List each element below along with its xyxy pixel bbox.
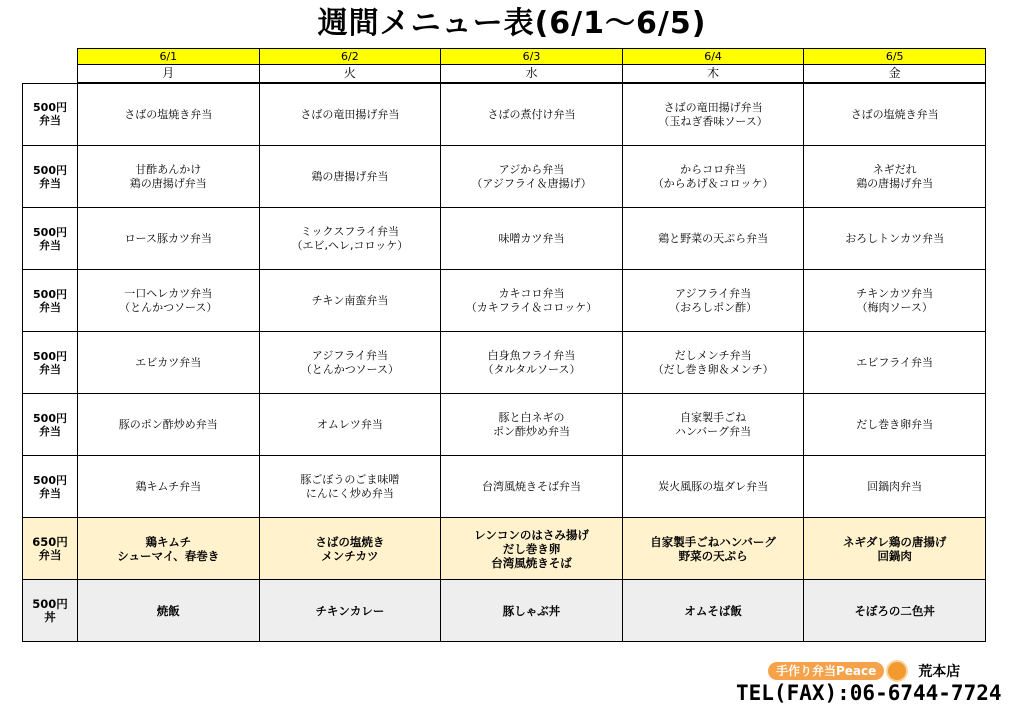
menu-item-text: メンチカツ	[321, 548, 379, 563]
price-cell	[23, 146, 78, 208]
menu-cell	[259, 456, 441, 518]
menu-row	[23, 456, 986, 518]
menu-cell	[259, 518, 441, 580]
date-header: 6/2	[259, 49, 441, 65]
menu-item-text: 炭火風豚の塩ダレ弁当	[658, 479, 769, 493]
menu-item-text: ミックスフライ弁当	[300, 224, 400, 238]
menu-cell	[78, 208, 260, 270]
menu-cell	[441, 518, 623, 580]
menu-cell	[441, 456, 623, 518]
menu-table	[22, 48, 986, 642]
menu-row	[23, 83, 986, 146]
menu-item-text: おろしトンカツ弁当	[845, 231, 945, 245]
price-cell	[23, 456, 78, 518]
menu-item-text: エビカツ弁当	[135, 355, 202, 369]
menu-cell	[441, 208, 623, 270]
menu-cell	[622, 580, 804, 642]
price-cell	[23, 208, 78, 270]
weekday-header: 金	[804, 65, 986, 84]
menu-item-text: さばの塩焼き弁当	[124, 107, 213, 121]
menu-item-text: （カキフライ＆コロッケ）	[465, 300, 598, 314]
menu-item-text: 鶏の唐揚げ弁当	[129, 176, 207, 190]
price-label: 500円	[33, 349, 67, 363]
menu-row	[23, 208, 986, 270]
menu-item-text: 焼飯	[156, 603, 180, 618]
menu-cell	[259, 580, 441, 642]
menu-item-text: （だし巻き卵＆メンチ）	[652, 362, 774, 376]
menu-cell	[622, 456, 804, 518]
menu-item-text: だしメンチ弁当	[674, 348, 752, 362]
menu-item-text: カキコロ弁当	[498, 286, 565, 300]
menu-item-text: にんにく炒め弁当	[305, 486, 394, 500]
menu-cell	[804, 456, 986, 518]
menu-cell	[441, 146, 623, 208]
menu-item-text: オムそば飯	[684, 603, 742, 618]
menu-item-text: 自家製手ごねハンバーグ	[650, 534, 776, 549]
menu-item-text: 豚のポン酢炒め弁当	[118, 417, 218, 431]
weekday-header: 木	[622, 65, 804, 84]
menu-cell	[804, 394, 986, 456]
menu-item-text: ハンバーグ弁当	[674, 424, 752, 438]
price-label: 弁当	[39, 424, 61, 438]
menu-item-text: さばの竜田揚げ弁当	[300, 107, 400, 121]
menu-cell	[441, 332, 623, 394]
menu-row	[23, 394, 986, 456]
corner-cell	[23, 49, 78, 65]
menu-item-text: ネギだれ	[872, 162, 917, 176]
menu-row	[23, 270, 986, 332]
price-cell	[23, 518, 78, 580]
menu-item-text: 鶏と野菜の天ぷら弁当	[658, 231, 769, 245]
price-label: 500円	[32, 596, 68, 611]
menu-cell	[804, 146, 986, 208]
price-label: 500円	[33, 473, 67, 487]
weekday-row	[23, 65, 986, 84]
price-cell	[23, 580, 78, 642]
menu-cell	[441, 394, 623, 456]
date-header: 6/3	[441, 49, 623, 65]
menu-item-text: （おろしポン酢）	[669, 300, 758, 314]
store-name: 荒本店	[918, 664, 961, 680]
menu-item-text: 味噌カツ弁当	[498, 231, 565, 245]
menu-cell	[78, 518, 260, 580]
menu-item-text: 白身魚フライ弁当	[487, 348, 576, 362]
price-cell	[23, 332, 78, 394]
price-label: 500円	[33, 225, 67, 239]
menu-item-text: 鶏の唐揚げ弁当	[856, 176, 934, 190]
menu-item-text: だし巻き卵	[502, 541, 561, 556]
menu-item-text: 鶏キムチ弁当	[135, 479, 202, 493]
price-label: 弁当	[39, 238, 61, 252]
menu-item-text: シューマイ、春巻き	[117, 548, 220, 563]
price-label: 弁当	[38, 547, 62, 562]
menu-item-text: だし巻き卵弁当	[856, 417, 934, 431]
menu-item-text: エビフライ弁当	[856, 355, 934, 369]
price-cell	[23, 83, 78, 146]
menu-cell	[78, 332, 260, 394]
menu-item-text: さばの塩焼き弁当	[850, 107, 939, 121]
menu-cell	[622, 394, 804, 456]
menu-cell	[259, 332, 441, 394]
menu-item-text: （とんかつソース）	[119, 300, 218, 314]
menu-item-text: 鶏の唐揚げ弁当	[311, 169, 389, 183]
menu-cell	[804, 208, 986, 270]
menu-cell	[78, 580, 260, 642]
menu-item-text: （アジフライ＆唐揚げ）	[471, 176, 592, 190]
menu-cell	[441, 580, 623, 642]
price-label: 650円	[32, 534, 68, 549]
date-row	[23, 49, 986, 65]
menu-item-text: からコロ弁当	[680, 162, 747, 176]
menu-item-text: （玉ねぎ香味ソース）	[658, 114, 768, 128]
menu-item-text: チキンカツ弁当	[856, 286, 934, 300]
menu-item-text: さばの塩焼き	[315, 534, 385, 549]
menu-item-text: チキン南蛮弁当	[311, 293, 389, 307]
menu-cell	[804, 518, 986, 580]
menu-cell	[622, 332, 804, 394]
menu-item-text: 甘酢あんかけ	[135, 162, 202, 176]
menu-item-text: レンコンのはさみ揚げ	[474, 527, 589, 542]
menu-item-text: 野菜の天ぷら	[678, 548, 748, 563]
menu-item-text: 回鍋肉	[877, 548, 912, 563]
menu-item-text: ネギダレ鶏の唐揚げ	[842, 534, 947, 549]
menu-cell	[804, 332, 986, 394]
menu-item-text: ポン酢炒め弁当	[492, 424, 570, 438]
price-label: 丼	[44, 609, 56, 624]
brand-logo-mark-icon	[886, 660, 908, 682]
price-label: 500円	[33, 101, 67, 115]
menu-item-text: （梅肉ソース）	[856, 300, 933, 314]
menu-cell	[259, 146, 441, 208]
menu-item-text: アジフライ弁当	[674, 286, 752, 300]
menu-cell	[78, 146, 260, 208]
menu-cell	[804, 83, 986, 146]
menu-cell	[78, 83, 260, 146]
menu-cell	[259, 270, 441, 332]
page-title: 週間メニュー表(6/1～6/5)	[317, 6, 707, 41]
date-header: 6/4	[622, 49, 804, 65]
price-label: 弁当	[39, 486, 61, 500]
menu-item-text: 自家製手ごね	[680, 410, 747, 424]
menu-item-text: 豚ごぼうのごま味噌	[300, 472, 400, 486]
menu-item-text: さばの煮付け弁当	[487, 107, 576, 121]
menu-cell	[78, 270, 260, 332]
menu-item-text: 豚と白ネギの	[498, 410, 565, 424]
date-header: 6/5	[804, 49, 986, 65]
menu-item-text: さばの竜田揚げ弁当	[663, 100, 763, 114]
brand-logo: 手作り弁当Peace	[768, 662, 884, 680]
price-cell	[23, 394, 78, 456]
price-cell	[23, 270, 78, 332]
weekday-header: 月	[78, 65, 260, 84]
menu-cell	[622, 208, 804, 270]
menu-item-text: （タルタルソース）	[482, 362, 581, 376]
menu-item-text: 回鍋肉弁当	[867, 479, 923, 493]
menu-cell	[259, 394, 441, 456]
menu-cell	[259, 83, 441, 146]
price-label: 弁当	[39, 300, 61, 314]
menu-item-text: 鶏キムチ	[145, 534, 192, 549]
menu-item-text: アジから弁当	[498, 162, 565, 176]
menu-item-text: 一口ヘレカツ弁当	[124, 286, 213, 300]
date-header: 6/1	[78, 49, 260, 65]
price-label: 500円	[33, 287, 67, 301]
menu-item-text: 豚しゃぶ丼	[502, 603, 561, 618]
menu-item-text: （とんかつソース）	[300, 362, 399, 376]
price-label: 弁当	[39, 362, 61, 376]
menu-row	[23, 518, 986, 580]
menu-cell	[259, 208, 441, 270]
menu-cell	[441, 270, 623, 332]
corner-cell	[23, 65, 78, 84]
menu-item-text: ロース豚カツ弁当	[124, 231, 213, 245]
weekday-header: 火	[259, 65, 441, 84]
tel-fax: TEL(FAX):06-6744-7724	[736, 681, 1002, 705]
menu-item-text: アジフライ弁当	[311, 348, 388, 362]
menu-cell	[441, 83, 623, 146]
price-label: 弁当	[39, 176, 61, 190]
menu-item-text: チキンカレー	[315, 603, 385, 618]
menu-cell	[622, 146, 804, 208]
price-label: 500円	[33, 411, 67, 425]
weekday-header: 水	[441, 65, 623, 84]
menu-row	[23, 146, 986, 208]
menu-cell	[622, 83, 804, 146]
menu-item-text: 台湾風焼きそば弁当	[481, 479, 581, 493]
menu-cell	[804, 580, 986, 642]
price-label: 弁当	[39, 114, 61, 128]
menu-cell	[804, 270, 986, 332]
menu-row	[23, 580, 986, 642]
menu-item-text: 台湾風焼きそば	[491, 555, 572, 570]
menu-item-text: （からあげ＆コロッケ）	[652, 176, 774, 190]
brand	[768, 660, 960, 682]
menu-item-text: （エビ,ヘレ,コロッケ）	[291, 238, 409, 252]
menu-item-text: オムレツ弁当	[316, 417, 383, 431]
price-label: 500円	[33, 163, 67, 177]
menu-item-text: そぼろの二色丼	[854, 603, 935, 618]
menu-cell	[78, 394, 260, 456]
menu-cell	[78, 456, 260, 518]
menu-cell	[622, 518, 804, 580]
menu-row	[23, 332, 986, 394]
menu-cell	[622, 270, 804, 332]
